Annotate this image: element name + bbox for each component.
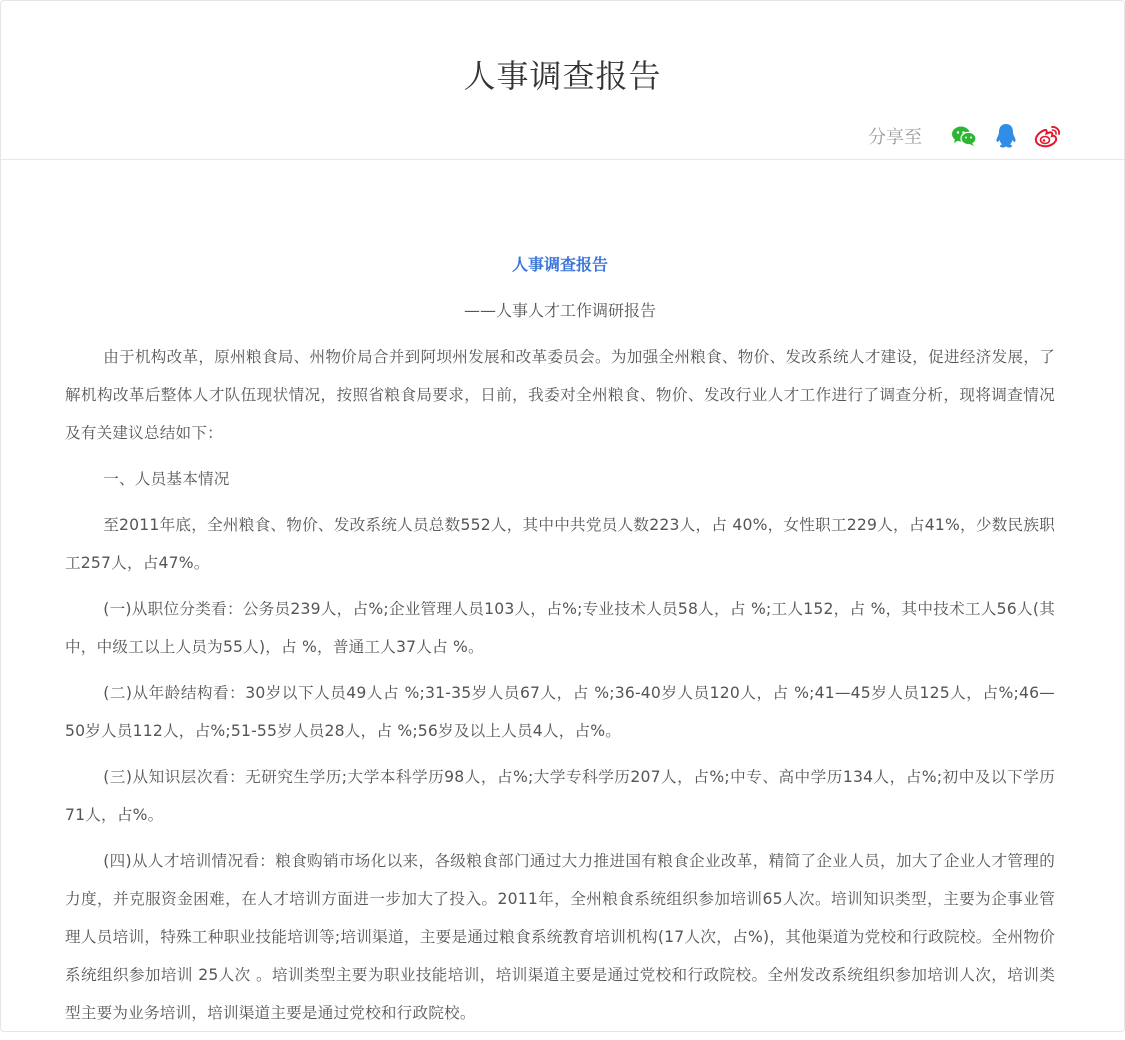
weibo-icon[interactable] (1034, 122, 1062, 150)
paragraph: (四)从人才培训情况看：粮食购销市场化以来，各级粮食部门通过大力推进国有粮食企业改革，精简了企业人员，加大了企业人才管理的力度，并克服资金困难，在人才培训方面进一步加大了投入。2011年，全州粮食系统组织参加培训65人次。培训知识类型，主要为企事业管理人员培训，特殊工种职业技能培训等;培训渠道，主要是通过粮食系统教育培训机构(17人次，占%)，其他渠道为党校和行政院校。全州物价系统组织参加培训 25人次 。培训类型主要为职业技能培训，培训渠道主要是通过党校和行政院校。全州发改系统组织参加培训人次，培训类型主要为业务培训，培训渠道主要是通过党校和行政院校。 (65, 852, 1055, 1022)
share-label: 分享至 (868, 127, 922, 148)
qq-icon[interactable] (992, 122, 1020, 150)
article-title: 人事调查报告 (511, 255, 608, 274)
wechat-icon[interactable] (950, 122, 978, 150)
page-header (1, 1, 1124, 160)
paragraph: (二)从年龄结构看：30岁以下人员49人占 %;31-35岁人员67人，占 %;36-40岁人员120人，占 %;41—45岁人员125人，占%;46—50岁人员112人，占%;51-55岁人员28人，占 %;56岁及以上人员4人，占%。 (65, 684, 1055, 740)
page-title: 人事调查报告 (463, 57, 662, 95)
share-bar (868, 121, 1062, 151)
paragraph: 至2011年底，全州粮食、物价、发改系统人员总数552人，其中中共党员人数223人，占 40%，女性职工229人，占41%，少数民族职工257人，占47%。 (65, 516, 1055, 572)
section-heading: 一、人员基本情况 (103, 470, 230, 488)
article-subtitle: ——人事人才工作调研报告 (463, 301, 656, 320)
paragraph: (三)从知识层次看：无研究生学历;大学本科学历98人，占%;大学专科学历207人，占%;中专、高中学历134人，占%;初中及以下学历71人，占%。 (65, 768, 1055, 824)
article-body (65, 237, 1055, 1040)
paragraph: (一)从职位分类看：公务员239人，占%;企业管理人员103人，占%;专业技术人员58人，占 %;工人152，占 %，其中技术工人56人(其中，中级工以上人员为55人)，占 %，普通工人37人占 %。 (65, 600, 1055, 656)
paragraph: 由于机构改革，原州粮食局、州物价局合并到阿坝州发展和改革委员会。为加强全州粮食、物价、发改系统人才建设，促进经济发展，了解机构改革后整体人才队伍现状情况，按照省粮食局要求，日前，我委对全州粮食、物价、发改行业人才工作进行了调查分析，现将调查情况及有关建议总结如下： (65, 348, 1055, 442)
